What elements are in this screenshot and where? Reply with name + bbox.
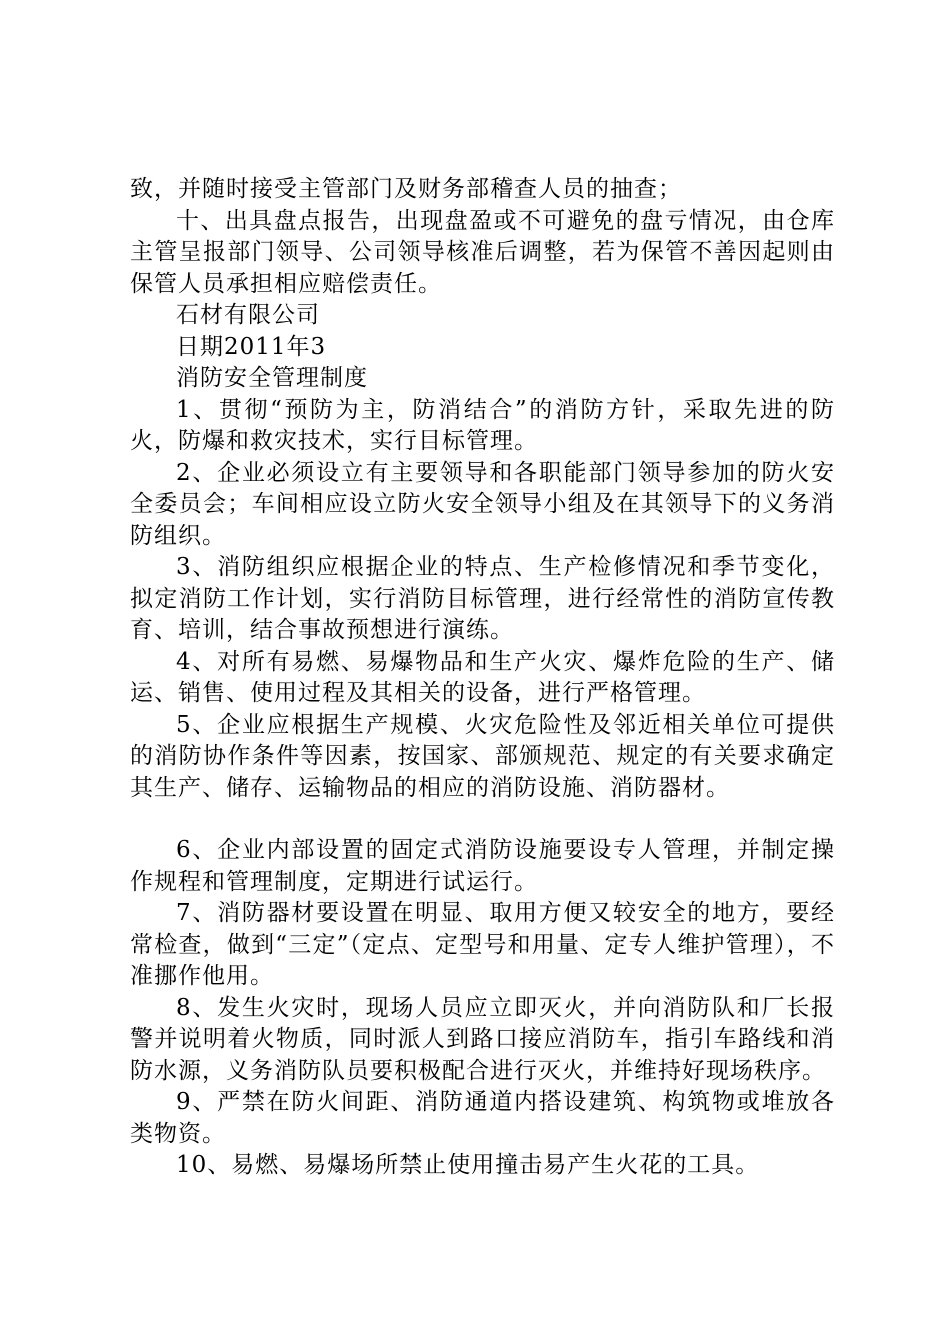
paragraph-fire-item-10: 10、易燃、易爆场所禁止使用撞击易产生火花的工具。 xyxy=(176,1152,760,1178)
paragraph-fire-item-6: 6、企业内部设置的固定式消防设施要设专人管理，并制定操作规程和管理制度，定期进行试运行。 xyxy=(130,837,835,895)
paragraph-continuation: 致，并随时接受主管部门及财务部稽查人员的抽查； xyxy=(130,176,682,202)
document-page xyxy=(130,174,835,1182)
paragraph-item-10-inventory-report: 十、出具盘点报告，出现盘盈或不可避免的盘亏情况，由仓库主管呈报部门领导、公司领导核准后调整，若为保管不善因起则由保管人员承担相应赔偿责任。 xyxy=(130,207,835,297)
paragraph-fire-item-5: 5、企业应根据生产规模、火灾危险性及邻近相关单位可提供的消防协作条件等因素，按国家、部颁规范、规定的有关要求确定其生产、储存、运输物品的相应的消防设施、消防器材。 xyxy=(130,711,835,801)
section-title: 消防安全管理制度 xyxy=(176,365,368,391)
company-name: 石材有限公司 xyxy=(176,302,320,328)
paragraph-fire-item-4: 4、对所有易燃、易爆物品和生产火灾、爆炸危险的生产、储运、销售、使用过程及其相关的设备，进行严格管理。 xyxy=(130,648,835,706)
paragraph-fire-item-1: 1、贯彻“预防为主，防消结合”的消防方针，采取先进的防火，防爆和救灾技术，实行目标管理。 xyxy=(130,396,835,454)
paragraph-fire-item-7: 7、消防器材要设置在明显、取用方便又较安全的地方，要经常检查，做到“三定”（定点、定型号和用量、定专人维护管理），不准挪作他用。 xyxy=(130,900,835,989)
paragraph-fire-item-2: 2、企业必须设立有主要领导和各职能部门领导参加的防火安全委员会；车间相应设立防火安全领导小组及在其领导下的义务消防组织。 xyxy=(130,459,835,549)
paragraph-fire-item-3: 3、消防组织应根据企业的特点、生产检修情况和季节变化，拟定消防工作计划，实行消防目标管理，进行经常性的消防宣传教育、培训，结合事故预想进行演练。 xyxy=(130,554,835,643)
paragraph-fire-item-9: 9、严禁在防火间距、消防通道内搭设建筑、构筑物或堆放各类物资。 xyxy=(130,1089,835,1147)
paragraph-fire-item-8: 8、发生火灾时，现场人员应立即灭火，并向消防队和厂长报警并说明着火物质，同时派人到路口接应消防车，指引车路线和消防水源，义务消防队员要积极配合进行灭火，并维持好现场秩序。 xyxy=(130,994,835,1084)
document-date: 日期2011年3 xyxy=(176,333,327,360)
